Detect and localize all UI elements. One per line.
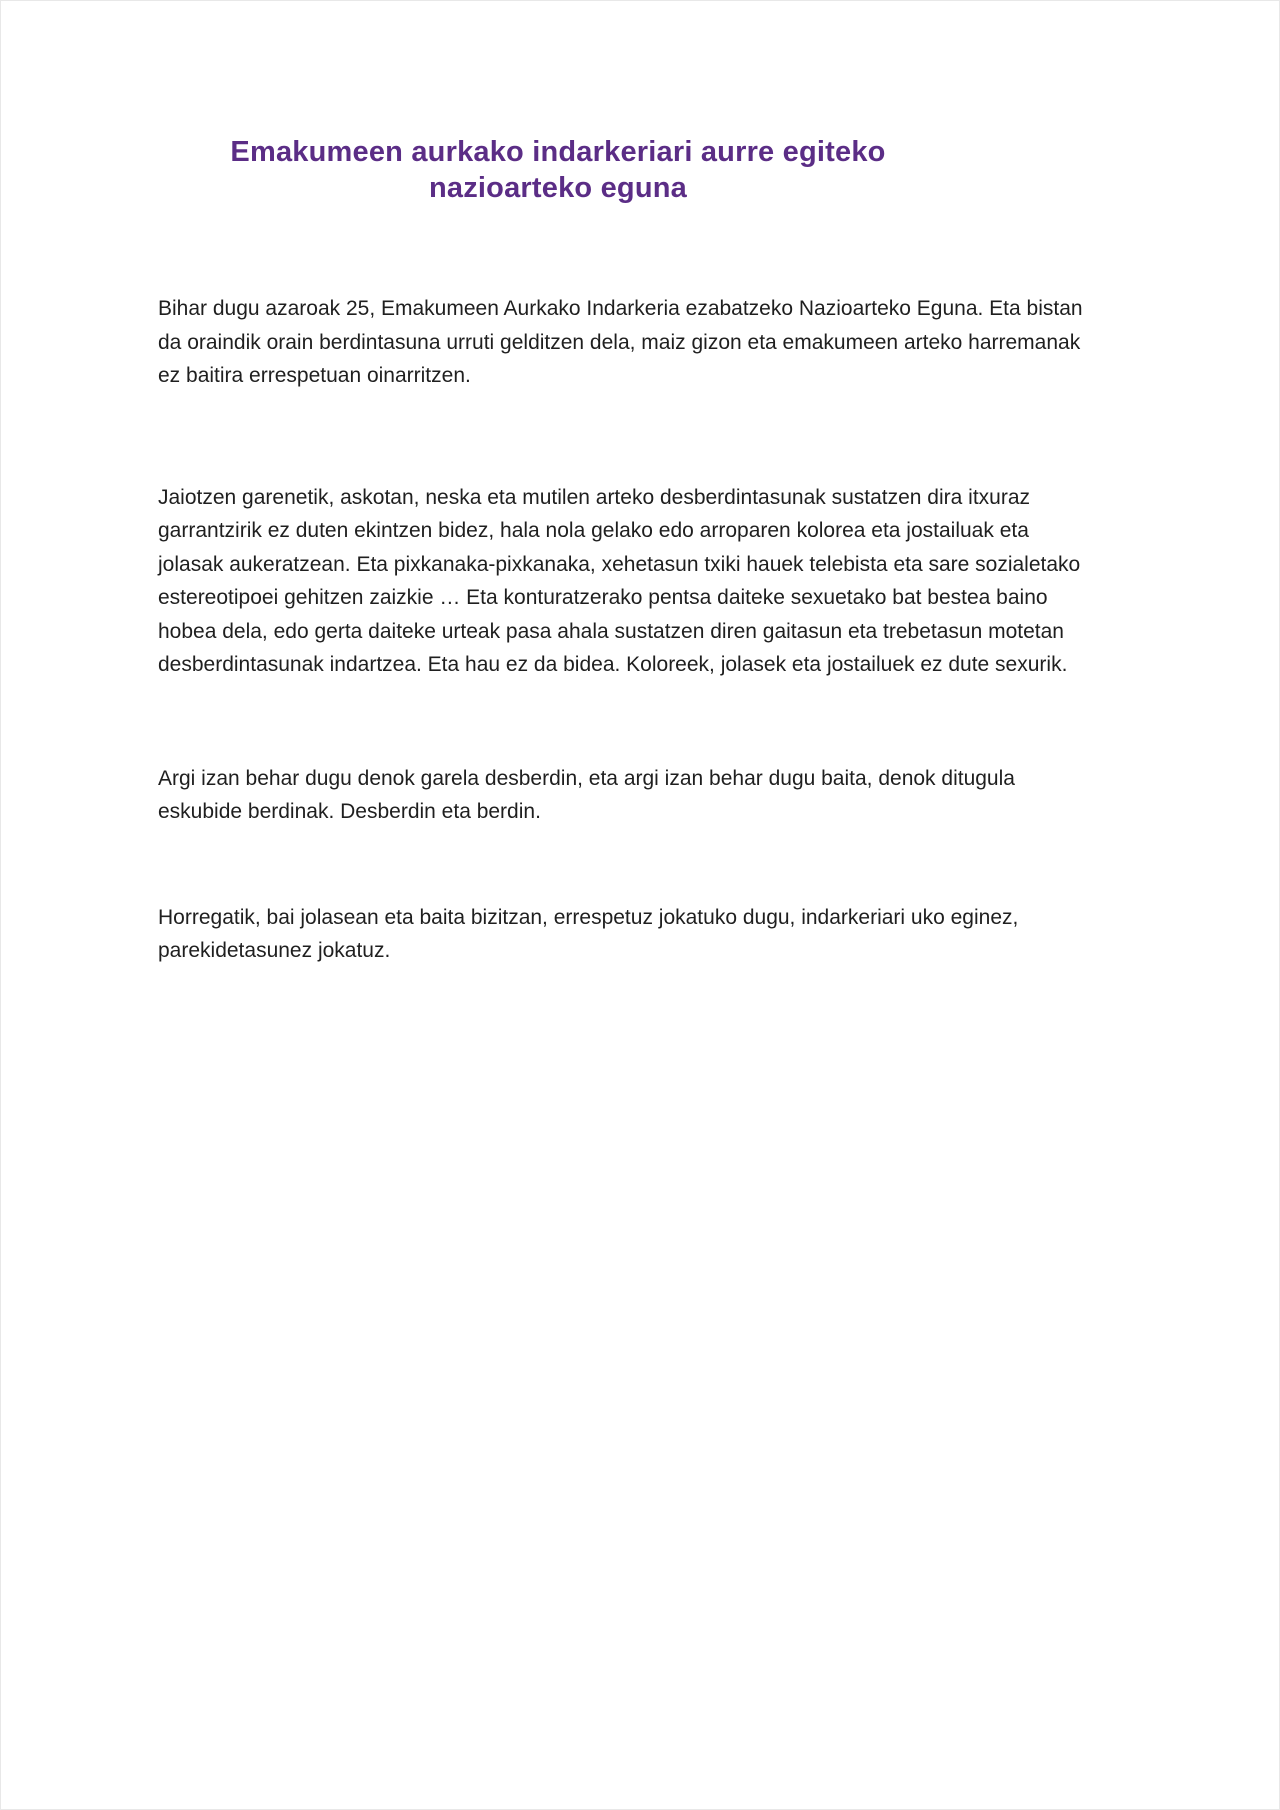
document-body: [158, 292, 1093, 968]
paragraph: Jaiotzen garenetik, askotan, neska eta mutilen arteko desberdintasunak sustatzen dira itxuraz garrantzirik ez duten ekintzen bidez, hala nola gelako edo arroparen kolorea eta jostailuak eta jolasak aukeratzean. Eta pixkanaka-pixkanaka, xehetasun txiki hauek telebista eta sare sozialetako estereotipoei gehitzen zaizkie … Eta konturatzerako pentsa daiteke sexuetako bat bestea baino hobea dela, edo gerta daiteke urteak pasa ahala sustatzen diren gaitasun eta trebetasun motetan desberdintasunak indartzea. Eta hau ez da bidea. Koloreek, jolasek eta jostailuek ez dute sexurik.: [158, 485, 1081, 676]
paragraph: Argi izan behar dugu denok garela desberdin, eta argi izan behar dugu baita, denok ditugula eskubide berdinak. Desberdin eta berdin.: [158, 766, 1015, 823]
page-title: Emakumeen aurkako indarkeriari aurre egiteko nazioarteko eguna: [230, 136, 886, 204]
paragraph: Horregatik, bai jolasean eta baita bizitzan, errespetuz jokatuko dugu, indarkeriari uko eginez, parekidetasunez jokatuz.: [158, 905, 1019, 962]
paragraph: Bihar dugu azaroak 25, Emakumeen Aurkako Indarkeria ezabatzeko Nazioarteko Eguna. Eta bistan da oraindik orain berdintasuna urruti gelditzen dela, maiz gizon eta emakumeen arteko harremanak ez baitira errespetuan oinarritzen.: [158, 297, 1083, 387]
